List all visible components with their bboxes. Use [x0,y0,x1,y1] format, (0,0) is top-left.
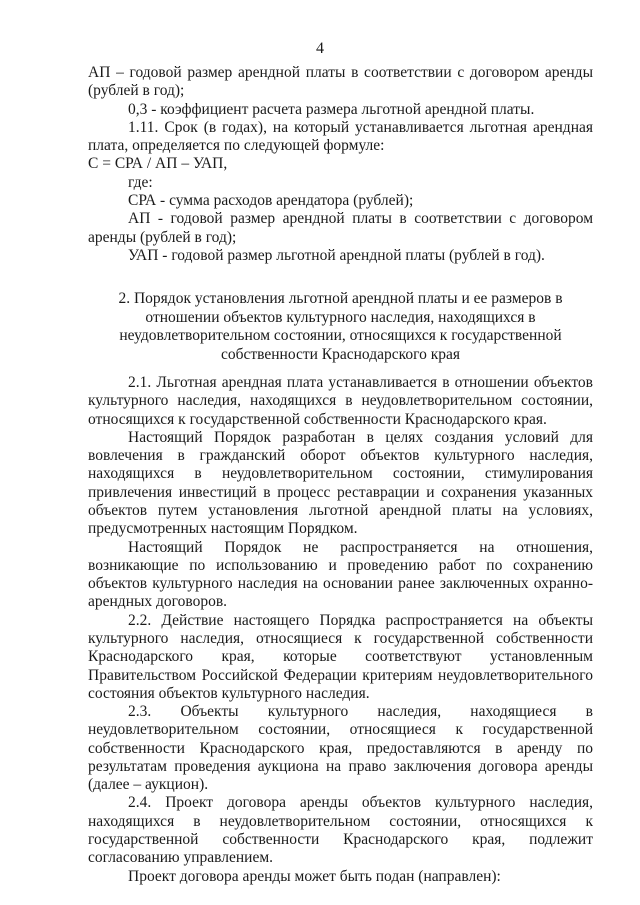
text-block-section-2 [88,374,593,886]
formula: С = СРА / АП – УАП, [88,155,228,173]
paragraph-uap-definition: УАП - годовой размер льготной арендной платы (рублей в год). [128,246,545,264]
section-heading: 2. Порядок установления льготной арендной платы и ее размеров в отношении объектов культурного наследия, находящихся в неудовлетворительном состоянии, относящихся к государственной собственности Краснодарского края [118,290,563,363]
paragraph-2-4: 2.4. Проект договора аренды объектов культурного наследия, находящихся в неудовлетворительном состоянии, относящихся к государственной собственности Краснодарского края, подлежит согласованию управлением. [88,794,593,867]
paragraph-1-11: 1.11. Срок (в годах), на который устанавливается льготная арендная плата, определяется по следующей формуле: [88,118,593,155]
paragraph-2-2: 2.2. Действие настоящего Порядка распространяется на объекты культурного наследия, относящиеся к государственной собственности Краснодарского края, которые соответствуют установленным Правительством Российской Федерации критериям неудовлетворительного состояния объектов культурного наследия. [88,611,593,702]
paragraph-where: где: [128,173,153,191]
page-number: 4 [316,40,324,57]
paragraph-ap-definition: АП – годовой размер арендной платы в соответствии с договором аренды (рублей в год); [88,64,593,100]
paragraph-2-1: 2.1. Льготная арендная плата устанавливается в отношении объектов культурного наследия, находящихся в неудовлетворительном состоянии, относящихся к государственной собственности Краснодарского края. [88,374,593,428]
paragraph-cra-definition: СРА - сумма расходов арендатора (рублей); [128,191,414,209]
paragraph-submission: Проект договора аренды может быть подан (направлен): [128,867,501,885]
text-block-formula [88,64,593,265]
paragraph-purpose: Настоящий Порядок разработан в целях создания условий для вовлечения в гражданский оборот объектов культурного наследия, находящихся в неудовлетворительном состоянии, стимулирования привлечения инвестиций в процесс реставрации и сохранения указанных объектов путем установления льготной арендной платы на условиях, предусмотренных настоящим Порядком. [88,428,593,538]
paragraph-exclusion: Настоящий Порядок не распространяется на отношения, возникающие по использованию и проведению работ по сохранению объектов культурного наследия на основании ранее заключенных охранно-арендных договоров. [88,538,593,611]
paragraph-2-3: 2.3. Объекты культурного наследия, находящиеся в неудовлетворительном состоянии, относящиеся к государственной собственности Краснодарского края, предоставляются в аренду по результатам проведения аукциона на право заключения договора аренды (далее – аукцион). [88,703,593,794]
paragraph-ap-definition-2: АП - годовой размер арендной платы в соответствии с договором аренды (рублей в год); [88,210,593,246]
paragraph-coefficient: 0,3 - коэффициент расчета размера льготной арендной платы. [128,100,535,118]
